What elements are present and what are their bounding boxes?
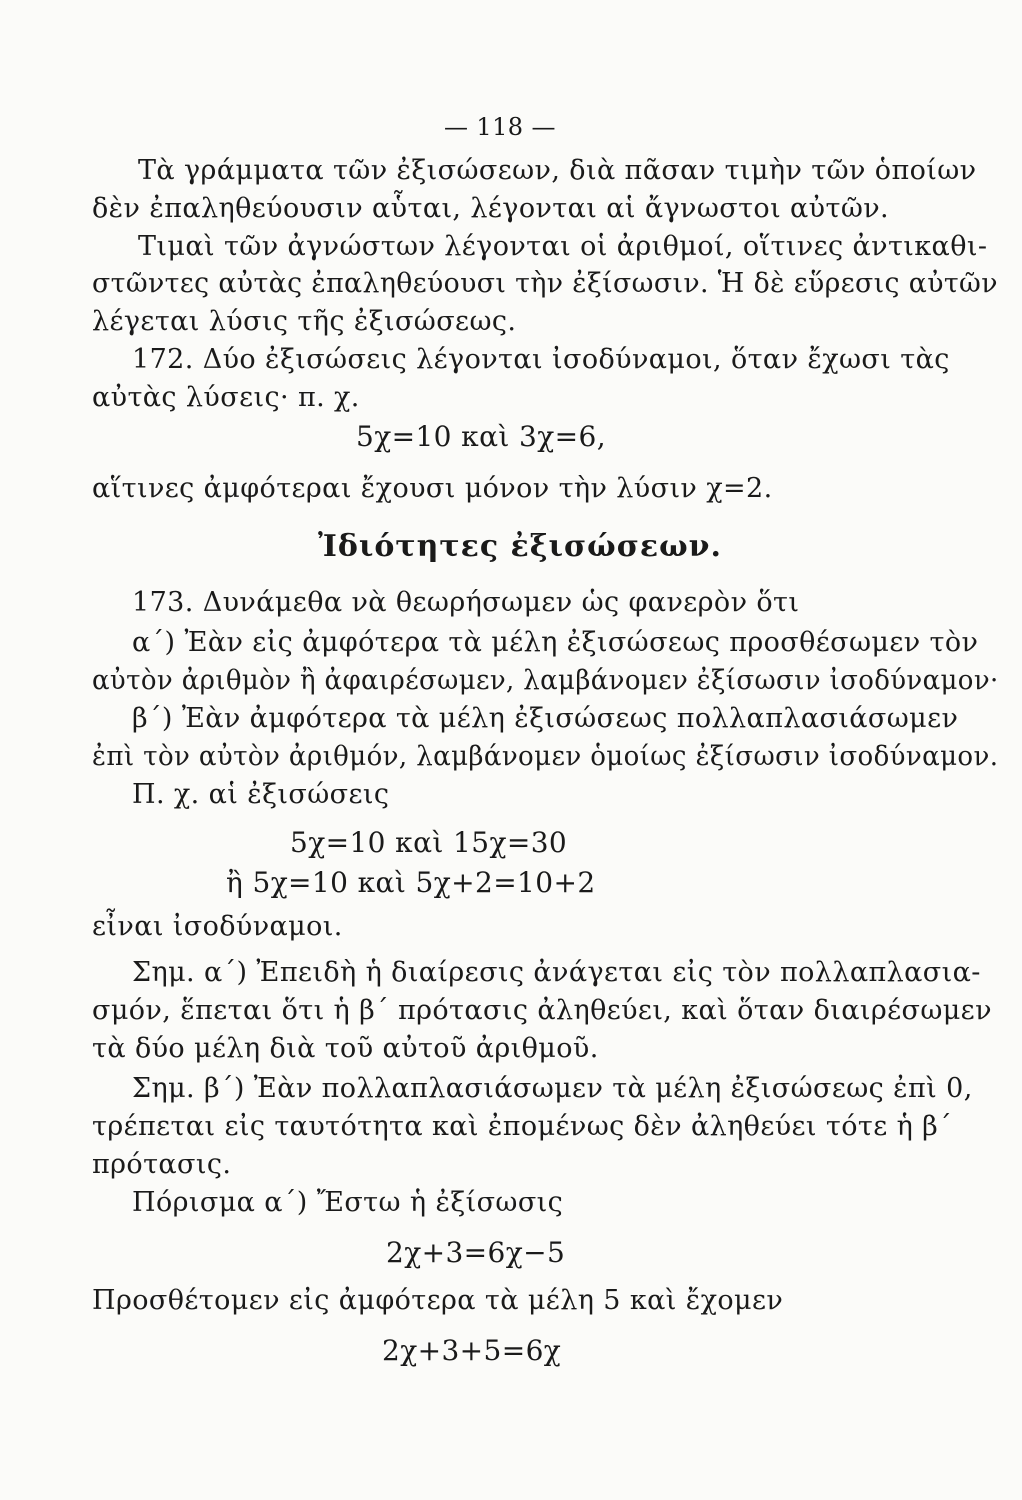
text-line: 172. Δύο ἐξισώσεις λέγονται ἰσοδύναμοι, ὅταν ἔχωσι τὰς bbox=[132, 344, 950, 375]
text-line: α΄) Ἐὰν εἰς ἀμφότερα τὰ μέλη ἐξισώσεως προσθέσωμεν τὸν bbox=[132, 627, 979, 658]
text-line: Πόρισμα α΄) Ἔστω ἡ ἐξίσωσις bbox=[132, 1187, 564, 1218]
text-line: Προσθέτομεν εἰς ἀμφότερα τὰ μέλη 5 καὶ ἔχομεν bbox=[92, 1285, 784, 1316]
equation: 5χ=10 καὶ 15χ=30 bbox=[290, 826, 568, 859]
page-number: — 118 — bbox=[444, 113, 556, 141]
text-line: β΄) Ἐὰν ἀμφότερα τὰ μέλη ἐξισώσεως πολλαπλασιάσωμεν bbox=[132, 703, 959, 734]
text-line: Τὰ γράμματα τῶν ἐξισώσεων, διὰ πᾶσαν τιμὴν τῶν ὁποίων bbox=[138, 155, 977, 186]
text-line: Σημ. β΄) Ἐὰν πολλαπλασιάσωμεν τὰ μέλη ἐξισώσεως ἐπὶ 0, bbox=[132, 1073, 973, 1104]
text-line: αὐτὸν ἀριθμὸν ἢ ἀφαιρέσωμεν, λαμβάνομεν ἐξίσωσιν ἰσοδύναμον· bbox=[92, 665, 999, 696]
equation: 2χ+3=6χ−5 bbox=[386, 1236, 566, 1269]
text-line: πρότασις. bbox=[92, 1149, 232, 1180]
text-line: εἶναι ἰσοδύναμοι. bbox=[92, 911, 343, 942]
text-line: τρέπεται εἰς ταυτότητα καὶ ἐπομένως δὲν ἀληθεύει τότε ἡ β΄ bbox=[92, 1111, 953, 1142]
text-line: ἐπὶ τὸν αὐτὸν ἀριθμόν, λαμβάνομεν ὁμοίως ἐξίσωσιν ἰσοδύναμον. bbox=[92, 741, 999, 772]
equation: 2χ+3+5=6χ bbox=[382, 1334, 562, 1367]
text-line: 173. Δυνάμεθα νὰ θεωρήσωμεν ὡς φανερὸν ὅτι bbox=[132, 587, 800, 618]
text-line: Σημ. α΄) Ἐπειδὴ ἡ διαίρεσις ἀνάγεται εἰς τὸν πολλαπλασια- bbox=[132, 957, 981, 988]
text-line: αὐτὰς λύσεις· π. χ. bbox=[92, 382, 360, 413]
text-line: δὲν ἐπαληθεύουσιν αὗται, λέγονται αἱ ἄγνωστοι αὐτῶν. bbox=[92, 193, 890, 224]
text-line: λέγεται λύσις τῆς ἐξισώσεως. bbox=[92, 306, 517, 337]
text-line: σμόν, ἕπεται ὅτι ἡ β΄ πρότασις ἀληθεύει, καὶ ὅταν διαιρέσωμεν bbox=[92, 995, 992, 1026]
section-heading: Ἰδιότητες ἐξισώσεων. bbox=[318, 529, 722, 564]
text-line: αἵτινες ἀμφότεραι ἔχουσι μόνον τὴν λύσιν χ=2. bbox=[92, 473, 773, 504]
text-line: στῶντες αὐτὰς ἐπαληθεύουσι τὴν ἐξίσωσιν. Ἡ δὲ εὕρεσις αὐτῶν bbox=[92, 268, 998, 299]
text-line: Π. χ. αἱ ἐξισώσεις bbox=[132, 779, 390, 810]
text-line: τὰ δύο μέλη διὰ τοῦ αὐτοῦ ἀριθμοῦ. bbox=[92, 1033, 599, 1064]
equation: 5χ=10 καὶ 3χ=6, bbox=[356, 420, 607, 453]
equation: ἢ 5χ=10 καὶ 5χ+2=10+2 bbox=[226, 866, 596, 899]
text-line: Τιμαὶ τῶν ἀγνώστων λέγονται οἱ ἀριθμοί, οἵτινες ἀντικαθι- bbox=[138, 231, 988, 262]
